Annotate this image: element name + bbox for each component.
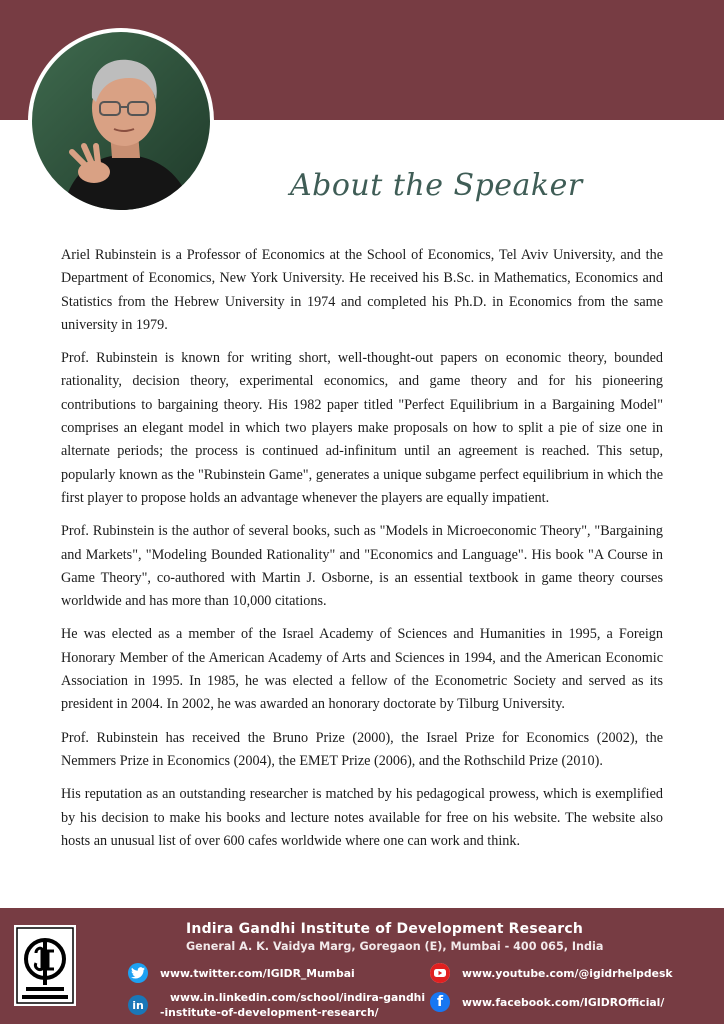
bio-paragraph-6: His reputation as an outstanding researcher is matched by his pedagogical prowess, which is exemplified by his decision to make his books and lecture notes available for free on his website. The website also hosts an unusual list of over 600 cafes worldwide where one can work and think.	[61, 786, 663, 849]
facebook-icon: f	[430, 992, 450, 1012]
institute-name: Indira Gandhi Institute of Development Research	[186, 921, 584, 937]
bio-paragraph-4: He was elected as a member of the Israel Academy of Sciences and Humanities in 1995, a Foreign Honorary Member of the American Academy of Arts and Sciences in 1994, and the American Economic Association in 1995. In 1985, he was elected a fellow of the Econometric Society and served as its president in 2004. In 2002, he was awarded an honorary doctorate by Tilburg University.	[61, 626, 663, 713]
bio-paragraph-1: Ariel Rubinstein is a Professor of Economics at the School of Economics, Tel Aviv University, and the Department of Economics, New York University. He received his B.Sc. in Mathematics, Economics and Statistics from the Hebrew University in 1974 and completed his Ph.D. in Economics from the same university in 1979.	[61, 247, 663, 333]
bio-paragraph-2: Prof. Rubinstein is known for writing short, well-thought-out papers on economic theory, bounded rationality, decision theory, experimental economics, and game theory and for his pioneering contributions to bargaining theory. His 1982 paper titled "Perfect Equilibrium in a Bargaining Model" comprises an elegant model in which two players make proposals on how to split a pie of size one in alternate periods; the process is continued ad-infinitum until an agreement is reached. This setup, popularly known as the "Rubinstein Game", generates a unique subgame perfect equilibrium in which the first player to propose holds an advantage whenever the players are equally impatient.	[61, 350, 663, 506]
section-heading	[290, 168, 590, 218]
heading-text: About the Speaker	[290, 168, 583, 203]
facebook-url: www.facebook.com/IGIDROfficial/	[462, 996, 665, 1009]
twitter-icon	[128, 963, 148, 983]
speaker-photo-frame	[28, 28, 214, 214]
speaker-photo	[32, 32, 210, 210]
linkedin-url-line-1: www.in.linkedin.com/school/indira-gandhi	[170, 991, 426, 1004]
bio-paragraph-3: Prof. Rubinstein is the author of several books, such as "Models in Microeconomic Theory", "Bargaining and Markets", "Modeling Bounded Rationality" and "Economics and Language". His book "A Course in Game Theory", co-authored with Martin J. Osborne, is an essential textbook in game theory courses worldwide and has more than 10,000 citations.	[61, 523, 663, 610]
linkedin-url-line-2: -institute-of-development-research/	[160, 1006, 379, 1019]
linkedin-url	[160, 990, 425, 1020]
facebook-link[interactable]	[430, 992, 664, 1012]
footer	[0, 908, 724, 1024]
bio-paragraph-5: Prof. Rubinstein has received the Bruno Prize (2000), the Israel Prize for Economics (2002), the Nemmers Prize in Economics (2004), the EMET Prize (2006), and the Rothschild Prize (2010).	[61, 729, 663, 769]
twitter-url: www.twitter.com/IGIDR_Mumbai	[160, 967, 355, 980]
igidr-logo	[14, 925, 76, 1006]
speaker-biography	[61, 244, 663, 863]
youtube-url: www.youtube.com/@igidrhelpdesk	[462, 967, 673, 980]
institute-address: General A. K. Vaidya Marg, Goregaon (E), Mumbai - 400 065, India	[186, 940, 604, 953]
youtube-icon	[430, 963, 450, 983]
youtube-link[interactable]	[430, 963, 673, 983]
linkedin-icon: in	[128, 995, 148, 1015]
linkedin-link[interactable]	[128, 990, 425, 1020]
twitter-link[interactable]	[128, 963, 355, 983]
